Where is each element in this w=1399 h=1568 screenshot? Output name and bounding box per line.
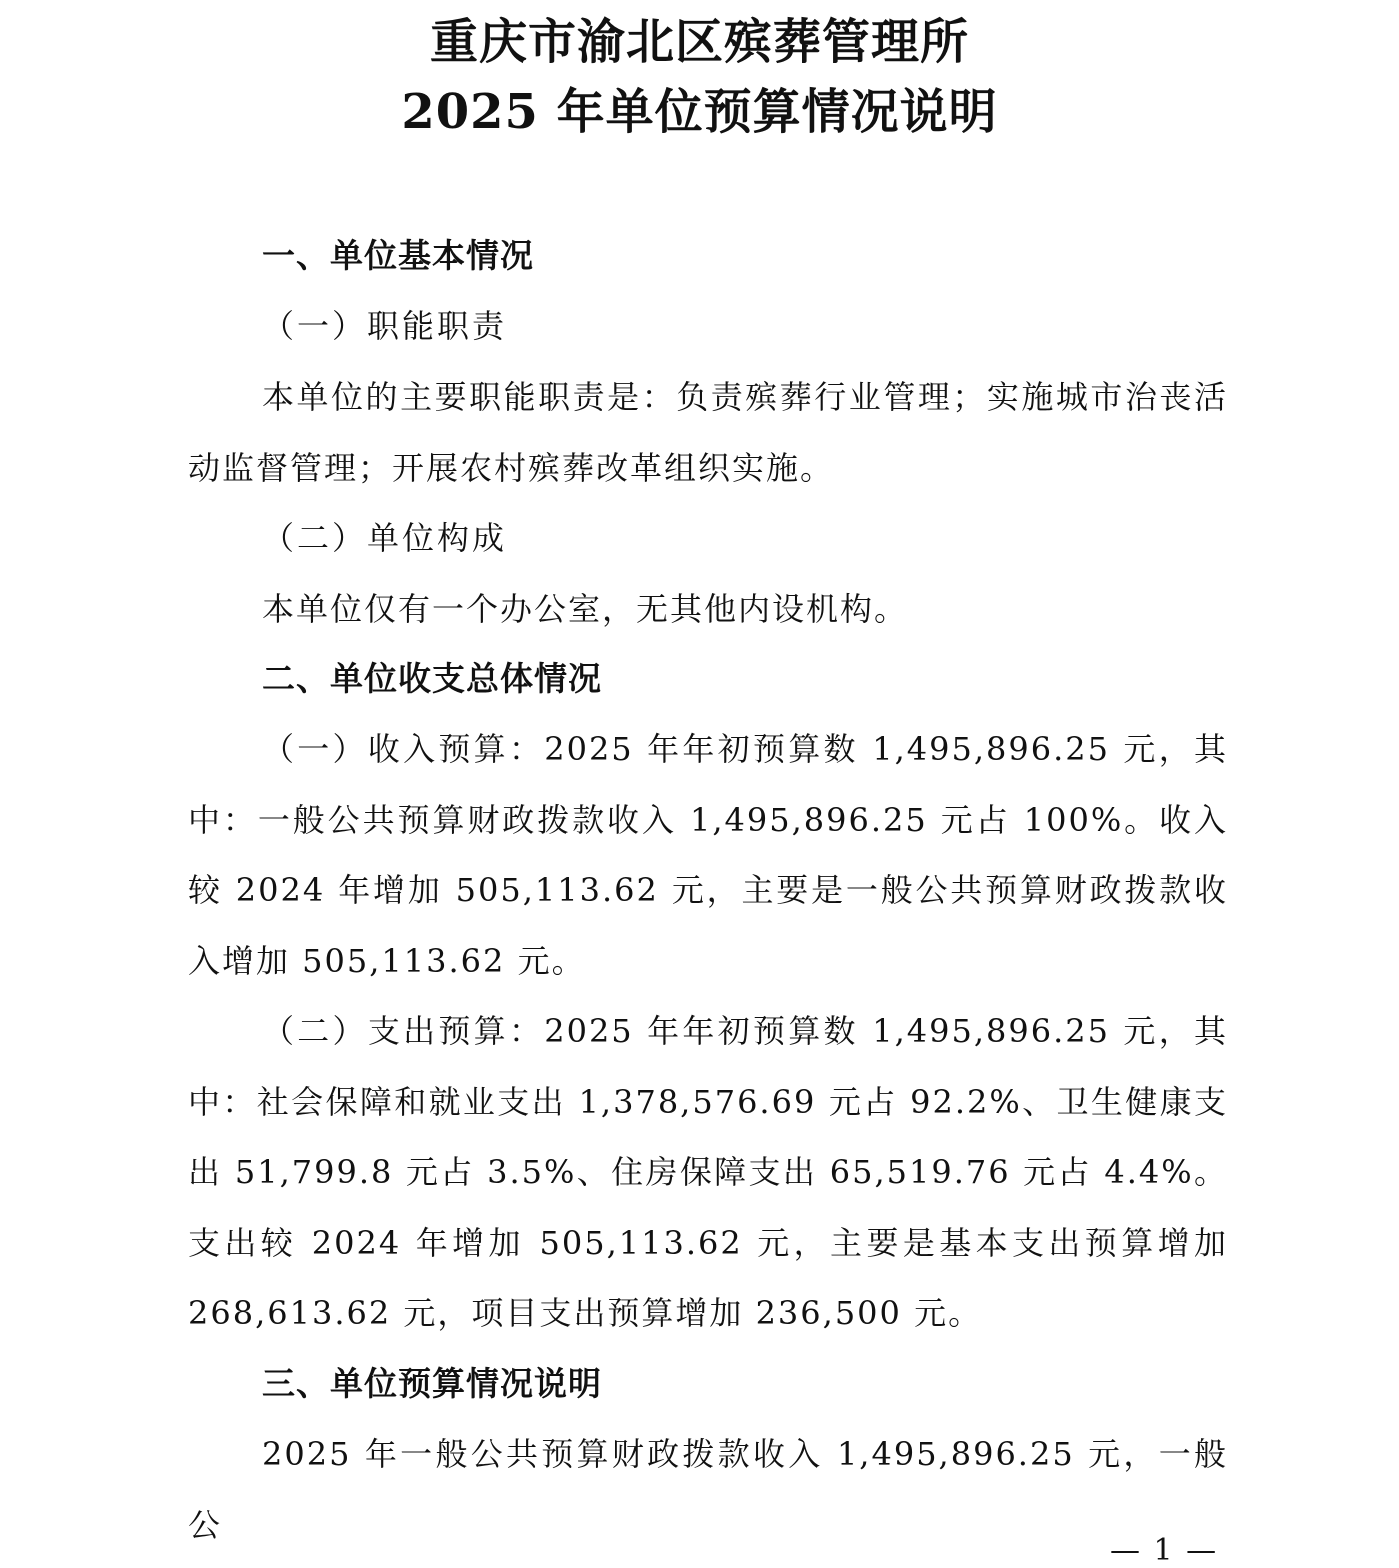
section-heading-budget-explanation: 三、单位预算情况说明 bbox=[262, 1364, 602, 1403]
section-heading-basic-info: 一、单位基本情况 bbox=[262, 236, 534, 275]
document-title-line1: 重庆市渝北区殡葬管理所 bbox=[429, 14, 969, 70]
document-title-line2: 2025 年单位预算情况说明 bbox=[401, 84, 998, 140]
paragraph-functions: 本单位的主要职能职责是：负责殡葬行业管理；实施城市治丧活动监督管理；开展农村殡葬改革组织实施。 bbox=[188, 378, 1228, 487]
paragraph-expenditure-budget: （二）支出预算：2025 年年初预算数 1,495,896.25 元，其中：社会保障和就业支出 1,378,576.69 元占 92.2%、卫生健康支出 51,799.8 元占 3.5%、住房保障支出 65,519.76 元占 4.4%。支出较 2024 年增加 505,113.62 元，主要是基本支出预算增加 268,613.62 元，项目支出预算增加 236,500 元。 bbox=[188, 1012, 1228, 1332]
paragraph-budget-explanation: 2025 年一般公共预算财政拨款收入 1,495,896.25 元，一般公 bbox=[188, 1435, 1228, 1544]
paragraph-composition: 本单位仅有一个办公室，无其他内设机构。 bbox=[262, 590, 909, 628]
paragraph-revenue-budget: （一）收入预算：2025 年年初预算数 1,495,896.25 元，其中：一般公共预算财政拨款收入 1,495,896.25 元占 100%。收入较 2024 年增加 505,113.62 元，主要是一般公共预算财政拨款收入增加 505,113.62 元。 bbox=[188, 730, 1228, 980]
subheading-functions: （一）职能职责 bbox=[262, 307, 508, 345]
subheading-composition: （二）单位构成 bbox=[262, 519, 508, 557]
section-heading-revenue-expenditure: 二、单位收支总体情况 bbox=[262, 659, 602, 698]
page-number: — 1 — bbox=[1110, 1533, 1219, 1568]
